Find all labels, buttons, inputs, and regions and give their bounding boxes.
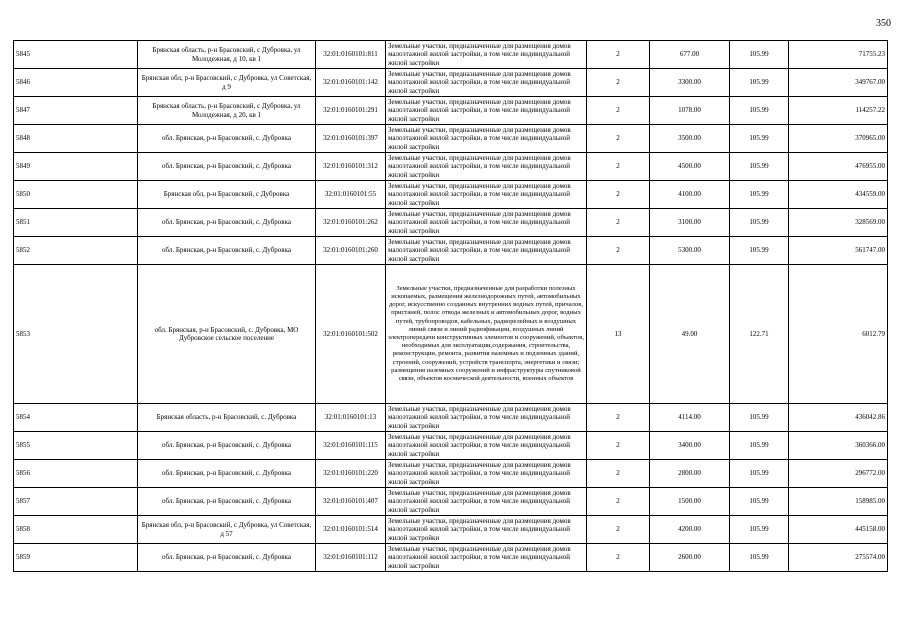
row-number: 5847 (14, 97, 138, 125)
area-cell: 49.00 (650, 265, 730, 404)
cadastral-number-cell: 32:01:0160101:142 (316, 69, 386, 97)
land-use-cell: Земельные участки, предназначенные для размещения домов малоэтажной жилой застройки, в том числе индивидуальной жилой застройки (386, 209, 587, 237)
area-cell: 3100.00 (650, 209, 730, 237)
row-number: 5848 (14, 125, 138, 153)
table-row (14, 544, 888, 572)
row-number: 5850 (14, 181, 138, 209)
area-cell: 1078.00 (650, 97, 730, 125)
land-use-cell: Земельные участки, предназначенные для разработки полезных ископаемых, размещения железнодорожных путей, автомобильных дорог, искусственно созданных внутренних водных путей, причалов, пристаней, полос отвода железных и автомобильных дорог, водных путей, трубопроводов, кабельных, радиорелейных и воздушных линий связи и линий радиофикации, воздушных линий электропередачи конструктивных элементов и сооружений, объектов, необходимых для эксплуатации,содержания, строительства, реконструкции, ремонта, развития наземных и подземных зданий, строений, сооружений, устройств транспорта, энергетики и связи; размещения наземных сооружений и инфраструктуры спутниковой связи, объектов космической деятельности, военных объектов (386, 265, 587, 404)
cadastral-number-cell: 32:01:0160101:514 (316, 516, 386, 544)
address-cell: обл. Брянская, р-н Брасовский, с. Дубровка (138, 488, 316, 516)
address-cell: Брянская область, р-н Брасовский, с Дубровка, ул Молодежная, д 10, кв 1 (138, 41, 316, 69)
cadastral-number-cell: 32:01:0160101:312 (316, 153, 386, 181)
table-row (14, 237, 888, 265)
address-cell: Брянская обл, р-н Брасовский, с Дубровка, ул Советская, д 57 (138, 516, 316, 544)
rate-cell: 105.99 (730, 153, 789, 181)
rate-cell: 105.99 (730, 237, 789, 265)
table-row (14, 69, 888, 97)
table-row (14, 41, 888, 69)
land-use-cell: Земельные участки, предназначенные для размещения домов малоэтажной жилой застройки, в том числе индивидуальной жилой застройки (386, 69, 587, 97)
table-row (14, 404, 888, 432)
category-cell: 2 (587, 404, 650, 432)
cadastral-number-cell: 32:01:0160101:262 (316, 209, 386, 237)
land-registry-table (13, 40, 888, 572)
land-use-cell: Земельные участки, предназначенные для размещения домов малоэтажной жилой застройки, в том числе индивидуальной жилой застройки (386, 516, 587, 544)
rate-cell: 105.99 (730, 488, 789, 516)
area-cell: 1500.00 (650, 488, 730, 516)
cadastral-value-cell: 434559.00 (789, 181, 888, 209)
address-cell: обл. Брянская, р-н Брасовский, с. Дубровка (138, 153, 316, 181)
cadastral-number-cell: 32:01:0160101:407 (316, 488, 386, 516)
address-cell: обл. Брянская, р-н Брасовский, с. Дубровка (138, 237, 316, 265)
area-cell: 2800.00 (650, 460, 730, 488)
area-cell: 2600.00 (650, 544, 730, 572)
address-cell: обл. Брянская, р-н Брасовский, с. Дубровка (138, 125, 316, 153)
land-use-cell: Земельные участки, предназначенные для размещения домов малоэтажной жилой застройки, в том числе индивидуальной жилой застройки (386, 488, 587, 516)
row-number: 5845 (14, 41, 138, 69)
cadastral-value-cell: 158985.00 (789, 488, 888, 516)
row-number: 5851 (14, 209, 138, 237)
cadastral-value-cell: 6012.79 (789, 265, 888, 404)
land-use-cell: Земельные участки, предназначенные для размещения домов малоэтажной жилой застройки, в том числе индивидуальной жилой застройки (386, 97, 587, 125)
table-row (14, 97, 888, 125)
row-number: 5852 (14, 237, 138, 265)
cadastral-value-cell: 349767.00 (789, 69, 888, 97)
address-cell: Брянская область, р-н Брасовский, с Дубровка, ул Молодежная, д 20, кв 1 (138, 97, 316, 125)
table-row (14, 209, 888, 237)
address-cell: Брянская обл, р-н Брасовский, с Дубровка (138, 181, 316, 209)
rate-cell: 105.99 (730, 97, 789, 125)
page-number: 350 (876, 18, 891, 29)
land-use-cell: Земельные участки, предназначенные для размещения домов малоэтажной жилой застройки, в том числе индивидуальной жилой застройки (386, 544, 587, 572)
area-cell: 3400.00 (650, 432, 730, 460)
category-cell: 2 (587, 97, 650, 125)
area-cell: 677.00 (650, 41, 730, 69)
category-cell: 2 (587, 488, 650, 516)
rate-cell: 122.71 (730, 265, 789, 404)
cadastral-value-cell: 360366.00 (789, 432, 888, 460)
table-row (14, 265, 888, 404)
rate-cell: 105.99 (730, 516, 789, 544)
category-cell: 2 (587, 432, 650, 460)
cadastral-number-cell: 32:01:0160101:502 (316, 265, 386, 404)
rate-cell: 105.99 (730, 209, 789, 237)
cadastral-number-cell: 32:01:0160101:220 (316, 460, 386, 488)
cadastral-number-cell: 32:01:0160101:115 (316, 432, 386, 460)
cadastral-value-cell: 561747.00 (789, 237, 888, 265)
land-use-cell: Земельные участки, предназначенные для размещения домов малоэтажной жилой застройки, в том числе индивидуальной жилой застройки (386, 404, 587, 432)
table-row (14, 460, 888, 488)
rate-cell: 105.99 (730, 69, 789, 97)
address-cell: обл. Брянская, р-н Брасовский, с. Дубровка (138, 209, 316, 237)
row-number: 5856 (14, 460, 138, 488)
cadastral-number-cell: 32:01:0160101:811 (316, 41, 386, 69)
cadastral-value-cell: 114257.22 (789, 97, 888, 125)
cadastral-value-cell: 328569.00 (789, 209, 888, 237)
land-use-cell: Земельные участки, предназначенные для размещения домов малоэтажной жилой застройки, в том числе индивидуальной жилой застройки (386, 181, 587, 209)
cadastral-number-cell: 32:01:0160101:397 (316, 125, 386, 153)
row-number: 5854 (14, 404, 138, 432)
cadastral-value-cell: 445158.00 (789, 516, 888, 544)
rate-cell: 105.99 (730, 181, 789, 209)
category-cell: 2 (587, 460, 650, 488)
address-cell: обл. Брянская, р-н Брасовский, с. Дубровка, МО Дубровское сельское поселение (138, 265, 316, 404)
address-cell: Брянская обл, р-н Брасовский, с Дубровка, ул Советская, д 9 (138, 69, 316, 97)
address-cell: Брянская область, р-н Брасовский, с. Дубровка (138, 404, 316, 432)
category-cell: 13 (587, 265, 650, 404)
area-cell: 3300.00 (650, 69, 730, 97)
category-cell: 2 (587, 69, 650, 97)
area-cell: 4200.00 (650, 516, 730, 544)
land-use-cell: Земельные участки, предназначенные для размещения домов малоэтажной жилой застройки, в том числе индивидуальной жилой застройки (386, 153, 587, 181)
category-cell: 2 (587, 544, 650, 572)
cadastral-value-cell: 296772.00 (789, 460, 888, 488)
area-cell: 4114.00 (650, 404, 730, 432)
address-cell: обл. Брянская, р-н Брасовский, с. Дубровка (138, 432, 316, 460)
address-cell: обл. Брянская, р-н Брасовский, с. Дубровка (138, 460, 316, 488)
row-number: 5855 (14, 432, 138, 460)
category-cell: 2 (587, 516, 650, 544)
table-row (14, 125, 888, 153)
rate-cell: 105.99 (730, 125, 789, 153)
cadastral-value-cell: 476955.00 (789, 153, 888, 181)
table-row (14, 181, 888, 209)
category-cell: 2 (587, 237, 650, 265)
cadastral-number-cell: 32:01:0160101:13 (316, 404, 386, 432)
row-number: 5846 (14, 69, 138, 97)
land-use-cell: Земельные участки, предназначенные для размещения домов малоэтажной жилой застройки, в том числе индивидуальной жилой застройки (386, 237, 587, 265)
category-cell: 2 (587, 209, 650, 237)
cadastral-value-cell: 71755.23 (789, 41, 888, 69)
address-cell: обл. Брянская, р-н Брасовский, с. Дубровка (138, 544, 316, 572)
rate-cell: 105.99 (730, 460, 789, 488)
row-number: 5853 (14, 265, 138, 404)
rate-cell: 105.99 (730, 544, 789, 572)
row-number: 5849 (14, 153, 138, 181)
area-cell: 3500.00 (650, 125, 730, 153)
category-cell: 2 (587, 181, 650, 209)
table-row (14, 488, 888, 516)
area-cell: 4500.00 (650, 153, 730, 181)
row-number: 5857 (14, 488, 138, 516)
category-cell: 2 (587, 41, 650, 69)
category-cell: 2 (587, 125, 650, 153)
row-number: 5859 (14, 544, 138, 572)
area-cell: 5300.00 (650, 237, 730, 265)
land-use-cell: Земельные участки, предназначенные для размещения домов малоэтажной жилой застройки, в том числе индивидуальной жилой застройки (386, 125, 587, 153)
area-cell: 4100.00 (650, 181, 730, 209)
land-use-cell: Земельные участки, предназначенные для размещения домов малоэтажной жилой застройки, в том числе индивидуальной жилой застройки (386, 432, 587, 460)
rate-cell: 105.99 (730, 404, 789, 432)
table-row (14, 153, 888, 181)
cadastral-value-cell: 436042.86 (789, 404, 888, 432)
rate-cell: 105.99 (730, 432, 789, 460)
table-row (14, 432, 888, 460)
land-use-cell: Земельные участки, предназначенные для размещения домов малоэтажной жилой застройки, в том числе индивидуальной жилой застройки (386, 41, 587, 69)
table-row (14, 516, 888, 544)
cadastral-value-cell: 275574.00 (789, 544, 888, 572)
land-use-cell: Земельные участки, предназначенные для размещения домов малоэтажной жилой застройки, в том числе индивидуальной жилой застройки (386, 460, 587, 488)
row-number: 5858 (14, 516, 138, 544)
cadastral-number-cell: 32:01:0160101:291 (316, 97, 386, 125)
rate-cell: 105.99 (730, 41, 789, 69)
cadastral-value-cell: 370965.00 (789, 125, 888, 153)
category-cell: 2 (587, 153, 650, 181)
cadastral-number-cell: 32:01:0160101:112 (316, 544, 386, 572)
cadastral-number-cell: 32:01:0160101:260 (316, 237, 386, 265)
cadastral-number-cell: 32:01:0160101:55 (316, 181, 386, 209)
